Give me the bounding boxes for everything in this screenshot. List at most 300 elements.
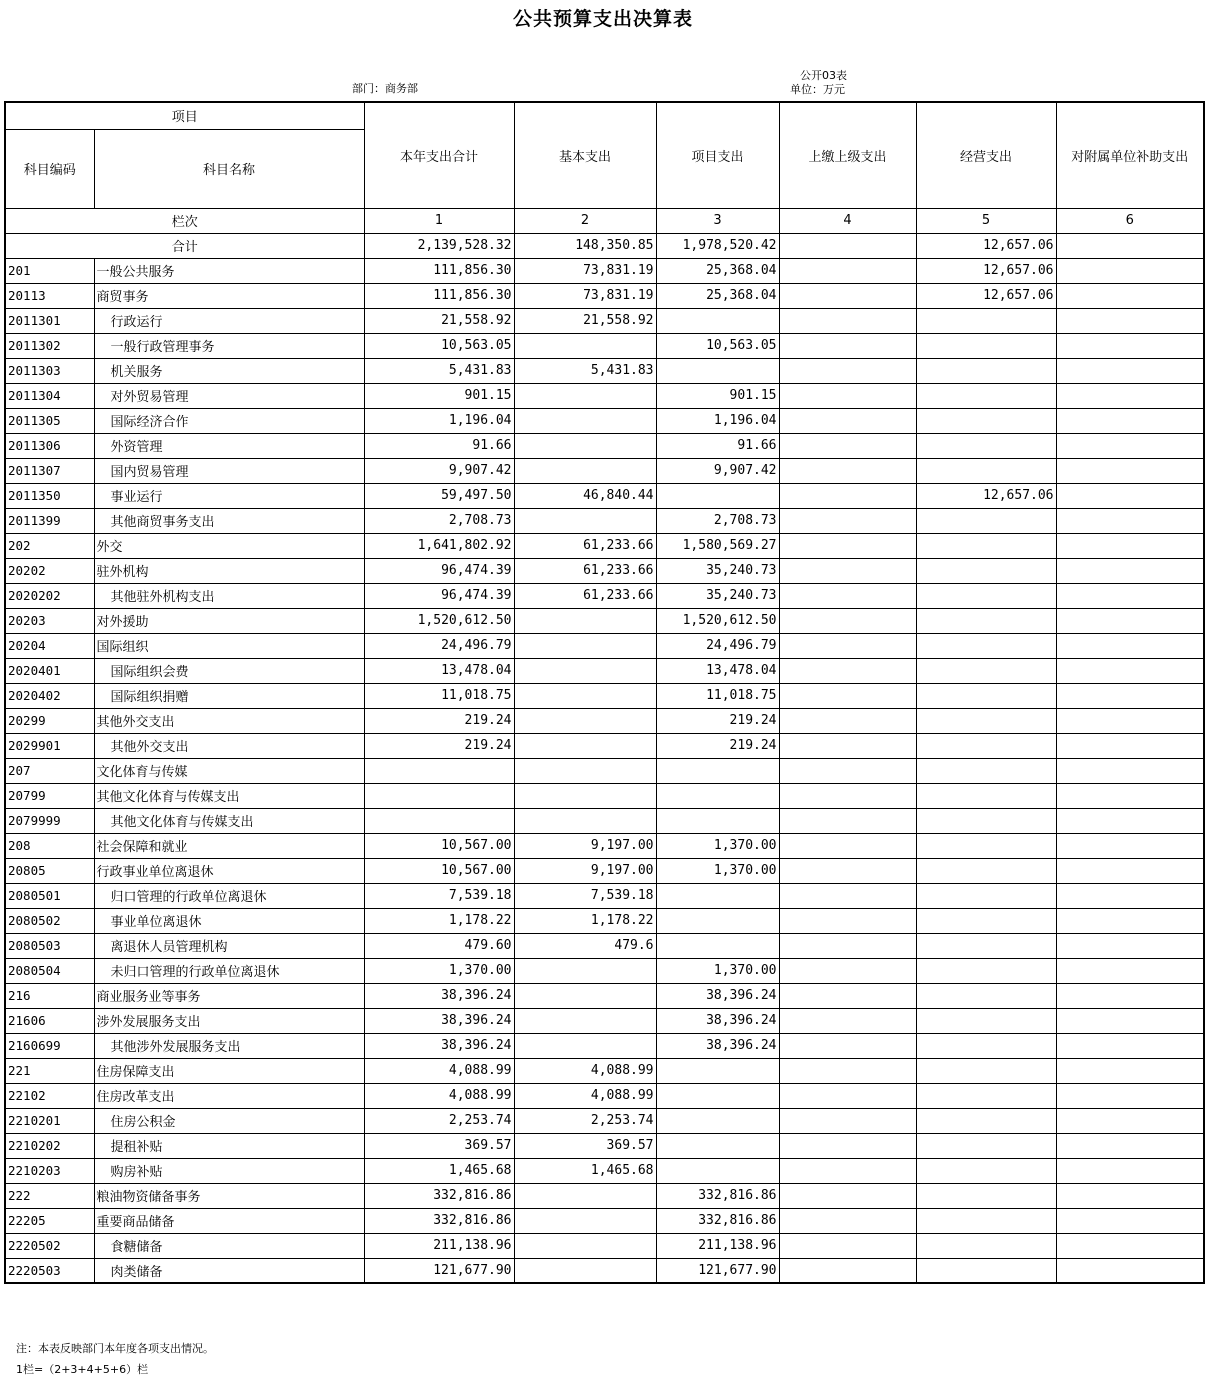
amount-cell: 219.24 — [656, 708, 779, 733]
amount-cell: 10,563.05 — [364, 333, 514, 358]
table-row — [5, 983, 1204, 1008]
subject-code: 2079999 — [5, 808, 94, 833]
amount-cell: 219.24 — [364, 708, 514, 733]
amount-cell — [916, 708, 1056, 733]
amount-cell — [916, 558, 1056, 583]
amount-cell: 91.66 — [656, 433, 779, 458]
amount-cell: 21,558.92 — [514, 308, 656, 333]
footnote: 注：本表反映部门本年度各项支出情况。 — [16, 1342, 214, 1355]
amount-cell — [656, 883, 779, 908]
amount-cell — [514, 808, 656, 833]
table-row — [5, 583, 1204, 608]
subject-code: 2020401 — [5, 658, 94, 683]
amount-cell — [1056, 783, 1204, 808]
header-project: 项目支出 — [656, 102, 779, 208]
amount-cell — [779, 1258, 916, 1283]
amount-cell: 11,018.75 — [364, 683, 514, 708]
amount-cell — [779, 483, 916, 508]
amount-cell: 25,368.04 — [656, 283, 779, 308]
amount-cell — [1056, 583, 1204, 608]
amount-cell — [779, 908, 916, 933]
amount-cell: 1,178.22 — [514, 908, 656, 933]
amount-cell — [1056, 433, 1204, 458]
subject-code: 202 — [5, 533, 94, 558]
amount-cell: 73,831.19 — [514, 258, 656, 283]
table-row — [5, 1133, 1204, 1158]
amount-cell — [514, 1208, 656, 1233]
amount-cell — [514, 708, 656, 733]
amount-cell — [1056, 533, 1204, 558]
subject-code: 2020202 — [5, 583, 94, 608]
amount-cell — [1056, 683, 1204, 708]
amount-cell — [779, 558, 916, 583]
subject-code: 208 — [5, 833, 94, 858]
amount-cell — [779, 808, 916, 833]
amount-cell: 369.57 — [514, 1133, 656, 1158]
amount-cell: 1,370.00 — [656, 858, 779, 883]
subject-code: 201 — [5, 258, 94, 283]
amount-cell — [1056, 1133, 1204, 1158]
amount-cell — [779, 858, 916, 883]
amount-cell — [1056, 983, 1204, 1008]
amount-cell — [1056, 458, 1204, 483]
amount-cell — [779, 433, 916, 458]
table-row — [5, 808, 1204, 833]
amount-cell — [1056, 358, 1204, 383]
amount-cell — [514, 608, 656, 633]
subject-name: 住房公积金 — [94, 1108, 364, 1133]
amount-cell: 13,478.04 — [364, 658, 514, 683]
subject-name: 其他涉外发展服务支出 — [94, 1033, 364, 1058]
amount-cell — [779, 458, 916, 483]
subject-name: 肉类储备 — [94, 1258, 364, 1283]
table-row — [5, 883, 1204, 908]
amount-cell — [514, 383, 656, 408]
amount-cell — [1056, 1208, 1204, 1233]
amount-cell — [779, 1158, 916, 1183]
amount-cell — [1056, 708, 1204, 733]
subject-code: 2011399 — [5, 508, 94, 533]
amount-cell: 332,816.86 — [656, 1183, 779, 1208]
amount-cell — [779, 633, 916, 658]
subject-code: 2011302 — [5, 333, 94, 358]
amount-cell — [514, 733, 656, 758]
amount-cell: 2,253.74 — [364, 1108, 514, 1133]
subject-name: 其他驻外机构支出 — [94, 583, 364, 608]
amount-cell — [916, 1108, 1056, 1133]
amount-cell: 10,567.00 — [364, 833, 514, 858]
amount-cell — [514, 958, 656, 983]
amount-cell — [779, 1208, 916, 1233]
subject-code: 222 — [5, 1183, 94, 1208]
amount-cell — [1056, 733, 1204, 758]
amount-cell — [656, 783, 779, 808]
amount-cell — [779, 283, 916, 308]
amount-cell — [364, 758, 514, 783]
table-row — [5, 508, 1204, 533]
header-business: 经营支出 — [916, 102, 1056, 208]
amount-cell — [779, 408, 916, 433]
amount-cell — [779, 258, 916, 283]
amount-cell — [916, 433, 1056, 458]
subject-code: 2011305 — [5, 408, 94, 433]
column-number: 6 — [1056, 208, 1204, 233]
amount-cell — [916, 358, 1056, 383]
header-basic: 基本支出 — [514, 102, 656, 208]
amount-cell: 211,138.96 — [656, 1233, 779, 1258]
subject-code: 207 — [5, 758, 94, 783]
table-row — [5, 608, 1204, 633]
amount-cell — [779, 533, 916, 558]
total-cell: 148,350.85 — [514, 233, 656, 258]
amount-cell: 12,657.06 — [916, 258, 1056, 283]
amount-cell: 369.57 — [364, 1133, 514, 1158]
footnote: 1栏=（2+3+4+5+6）栏 — [16, 1363, 149, 1376]
subject-name: 购房补贴 — [94, 1158, 364, 1183]
amount-cell: 38,396.24 — [656, 983, 779, 1008]
amount-cell — [779, 1183, 916, 1208]
subject-name: 归口管理的行政单位离退休 — [94, 883, 364, 908]
subject-code: 2080504 — [5, 958, 94, 983]
amount-cell — [1056, 1008, 1204, 1033]
subject-code: 20204 — [5, 633, 94, 658]
amount-cell — [916, 533, 1056, 558]
amount-cell — [514, 983, 656, 1008]
amount-cell — [779, 733, 916, 758]
total-cell: 12,657.06 — [916, 233, 1056, 258]
amount-cell — [1056, 808, 1204, 833]
subject-code: 2029901 — [5, 733, 94, 758]
subject-code: 2210201 — [5, 1108, 94, 1133]
subject-name: 重要商品储备 — [94, 1208, 364, 1233]
amount-cell — [514, 658, 656, 683]
amount-cell: 61,233.66 — [514, 583, 656, 608]
total-row — [5, 233, 1204, 258]
amount-cell — [779, 683, 916, 708]
amount-cell — [1056, 858, 1204, 883]
subject-name: 商业服务业等事务 — [94, 983, 364, 1008]
amount-cell: 1,520,612.50 — [656, 608, 779, 633]
amount-cell — [1056, 908, 1204, 933]
amount-cell: 1,370.00 — [656, 833, 779, 858]
amount-cell: 96,474.39 — [364, 558, 514, 583]
amount-cell: 2,253.74 — [514, 1108, 656, 1133]
subject-code: 2080502 — [5, 908, 94, 933]
amount-cell — [514, 333, 656, 358]
amount-cell — [916, 658, 1056, 683]
table-row — [5, 958, 1204, 983]
subject-name: 国内贸易管理 — [94, 458, 364, 483]
amount-cell — [514, 1233, 656, 1258]
amount-cell: 1,196.04 — [364, 408, 514, 433]
amount-cell: 12,657.06 — [916, 283, 1056, 308]
amount-cell — [779, 1033, 916, 1058]
header-total: 本年支出合计 — [364, 102, 514, 208]
subject-name: 文化体育与传媒 — [94, 758, 364, 783]
amount-cell — [364, 808, 514, 833]
amount-cell — [916, 1133, 1056, 1158]
amount-cell — [656, 933, 779, 958]
amount-cell — [514, 758, 656, 783]
column-number: 2 — [514, 208, 656, 233]
amount-cell: 46,840.44 — [514, 483, 656, 508]
subject-name: 住房保障支出 — [94, 1058, 364, 1083]
subject-name: 其他文化体育与传媒支出 — [94, 783, 364, 808]
subject-code: 20113 — [5, 283, 94, 308]
subject-name: 一般行政管理事务 — [94, 333, 364, 358]
amount-cell — [779, 1133, 916, 1158]
unit-label: 单位：万元 — [790, 83, 845, 96]
amount-cell: 35,240.73 — [656, 583, 779, 608]
amount-cell — [779, 933, 916, 958]
amount-cell — [916, 858, 1056, 883]
subject-code: 21606 — [5, 1008, 94, 1033]
table-row — [5, 1233, 1204, 1258]
subject-code: 20299 — [5, 708, 94, 733]
amount-cell: 901.15 — [364, 383, 514, 408]
amount-cell — [1056, 1233, 1204, 1258]
amount-cell — [656, 908, 779, 933]
total-label: 合计 — [5, 233, 364, 258]
amount-cell — [916, 1008, 1056, 1033]
amount-cell — [656, 1083, 779, 1108]
amount-cell: 219.24 — [364, 733, 514, 758]
header-name: 科目名称 — [94, 129, 364, 208]
amount-cell: 1,580,569.27 — [656, 533, 779, 558]
amount-cell: 7,539.18 — [364, 883, 514, 908]
subject-code: 2210202 — [5, 1133, 94, 1158]
amount-cell: 332,816.86 — [364, 1183, 514, 1208]
amount-cell — [1056, 1158, 1204, 1183]
table-row — [5, 1083, 1204, 1108]
amount-cell: 61,233.66 — [514, 533, 656, 558]
subject-code: 2080503 — [5, 933, 94, 958]
amount-cell: 10,563.05 — [656, 333, 779, 358]
table-row — [5, 283, 1204, 308]
amount-cell — [1056, 658, 1204, 683]
table-row — [5, 458, 1204, 483]
amount-cell — [364, 783, 514, 808]
subject-code: 2080501 — [5, 883, 94, 908]
amount-cell: 11,018.75 — [656, 683, 779, 708]
expenditure-table — [4, 101, 1205, 1284]
table-row — [5, 558, 1204, 583]
subject-name: 事业运行 — [94, 483, 364, 508]
subject-name: 机关服务 — [94, 358, 364, 383]
amount-cell — [779, 758, 916, 783]
table-row — [5, 358, 1204, 383]
amount-cell: 4,088.99 — [364, 1058, 514, 1083]
column-label: 栏次 — [5, 208, 364, 233]
amount-cell: 73,831.19 — [514, 283, 656, 308]
total-cell — [1056, 233, 1204, 258]
amount-cell: 9,197.00 — [514, 833, 656, 858]
amount-cell — [779, 708, 916, 733]
subject-code: 2011301 — [5, 308, 94, 333]
amount-cell: 59,497.50 — [364, 483, 514, 508]
amount-cell — [779, 1108, 916, 1133]
amount-cell — [779, 333, 916, 358]
amount-cell — [1056, 633, 1204, 658]
table-row — [5, 858, 1204, 883]
amount-cell: 1,465.68 — [364, 1158, 514, 1183]
amount-cell — [916, 908, 1056, 933]
amount-cell — [514, 1183, 656, 1208]
amount-cell — [916, 633, 1056, 658]
table-row — [5, 758, 1204, 783]
amount-cell — [916, 758, 1056, 783]
column-number: 3 — [656, 208, 779, 233]
amount-cell — [656, 308, 779, 333]
table-row — [5, 1058, 1204, 1083]
amount-cell: 2,708.73 — [656, 508, 779, 533]
amount-cell — [916, 783, 1056, 808]
amount-cell — [656, 1108, 779, 1133]
amount-cell: 2,708.73 — [364, 508, 514, 533]
amount-cell — [779, 608, 916, 633]
subject-name: 行政运行 — [94, 308, 364, 333]
amount-cell — [1056, 258, 1204, 283]
amount-cell — [1056, 1058, 1204, 1083]
subject-name: 国际组织会费 — [94, 658, 364, 683]
amount-cell — [779, 783, 916, 808]
amount-cell — [1056, 558, 1204, 583]
amount-cell — [1056, 508, 1204, 533]
subject-code: 2011350 — [5, 483, 94, 508]
subject-code: 216 — [5, 983, 94, 1008]
amount-cell — [916, 308, 1056, 333]
amount-cell — [1056, 408, 1204, 433]
amount-cell — [916, 1208, 1056, 1233]
amount-cell — [779, 1058, 916, 1083]
amount-cell: 9,907.42 — [364, 458, 514, 483]
amount-cell: 38,396.24 — [364, 1033, 514, 1058]
amount-cell: 24,496.79 — [364, 633, 514, 658]
amount-cell — [916, 508, 1056, 533]
amount-cell: 332,816.86 — [656, 1208, 779, 1233]
amount-cell: 5,431.83 — [364, 358, 514, 383]
table-row — [5, 483, 1204, 508]
subject-code: 2220503 — [5, 1258, 94, 1283]
subject-code: 22205 — [5, 1208, 94, 1233]
table-row — [5, 708, 1204, 733]
amount-cell: 111,856.30 — [364, 283, 514, 308]
form-number: 公开03表 — [800, 69, 847, 82]
amount-cell — [916, 583, 1056, 608]
table-row — [5, 833, 1204, 858]
amount-cell — [1056, 333, 1204, 358]
amount-cell: 25,368.04 — [656, 258, 779, 283]
amount-cell — [916, 608, 1056, 633]
amount-cell: 13,478.04 — [656, 658, 779, 683]
total-cell — [779, 233, 916, 258]
amount-cell: 1,178.22 — [364, 908, 514, 933]
column-number: 4 — [779, 208, 916, 233]
subject-name: 驻外机构 — [94, 558, 364, 583]
amount-cell — [779, 883, 916, 908]
amount-cell: 211,138.96 — [364, 1233, 514, 1258]
amount-cell: 1,641,802.92 — [364, 533, 514, 558]
amount-cell — [779, 308, 916, 333]
subject-name: 提租补贴 — [94, 1133, 364, 1158]
subject-name: 国际组织捐赠 — [94, 683, 364, 708]
column-number: 5 — [916, 208, 1056, 233]
subject-code: 2160699 — [5, 1033, 94, 1058]
table-row — [5, 658, 1204, 683]
amount-cell: 5,431.83 — [514, 358, 656, 383]
table-row — [5, 633, 1204, 658]
amount-cell: 4,088.99 — [364, 1083, 514, 1108]
page-title: 公共预算支出决算表 — [512, 8, 693, 30]
subject-name: 其他外交支出 — [94, 733, 364, 758]
amount-cell: 1,370.00 — [656, 958, 779, 983]
amount-cell — [1056, 383, 1204, 408]
subject-name: 未归口管理的行政单位离退休 — [94, 958, 364, 983]
header-subsidy: 对附属单位补助支出 — [1056, 102, 1204, 208]
table-row — [5, 1033, 1204, 1058]
table-row — [5, 683, 1204, 708]
amount-cell: 111,856.30 — [364, 258, 514, 283]
amount-cell — [916, 1033, 1056, 1058]
amount-cell — [916, 408, 1056, 433]
subject-code: 221 — [5, 1058, 94, 1083]
amount-cell — [514, 1008, 656, 1033]
amount-cell — [514, 1258, 656, 1283]
amount-cell — [916, 1058, 1056, 1083]
amount-cell — [779, 1083, 916, 1108]
amount-cell — [779, 958, 916, 983]
table-row — [5, 333, 1204, 358]
subject-code: 20202 — [5, 558, 94, 583]
amount-cell — [1056, 833, 1204, 858]
amount-cell — [916, 683, 1056, 708]
amount-cell: 21,558.92 — [364, 308, 514, 333]
amount-cell — [779, 583, 916, 608]
amount-cell — [1056, 483, 1204, 508]
table-row — [5, 1108, 1204, 1133]
amount-cell — [514, 633, 656, 658]
subject-code: 2011304 — [5, 383, 94, 408]
department-label: 部门：商务部 — [352, 82, 418, 95]
subject-code: 20203 — [5, 608, 94, 633]
table-row — [5, 1158, 1204, 1183]
table-row — [5, 533, 1204, 558]
amount-cell — [656, 1133, 779, 1158]
table-row — [5, 1258, 1204, 1283]
amount-cell: 91.66 — [364, 433, 514, 458]
amount-cell: 479.60 — [364, 933, 514, 958]
subject-name: 国际组织 — [94, 633, 364, 658]
amount-cell — [514, 433, 656, 458]
subject-name: 事业单位离退休 — [94, 908, 364, 933]
amount-cell — [916, 733, 1056, 758]
table-row — [5, 1183, 1204, 1208]
amount-cell — [1056, 1258, 1204, 1283]
amount-cell — [916, 333, 1056, 358]
amount-cell — [779, 658, 916, 683]
amount-cell — [916, 1158, 1056, 1183]
amount-cell — [779, 383, 916, 408]
subject-name: 行政事业单位离退休 — [94, 858, 364, 883]
subject-code: 2011306 — [5, 433, 94, 458]
subject-code: 2011303 — [5, 358, 94, 383]
amount-cell — [1056, 1183, 1204, 1208]
amount-cell — [779, 1233, 916, 1258]
amount-cell — [916, 383, 1056, 408]
header-item: 项目 — [5, 102, 364, 129]
amount-cell: 1,370.00 — [364, 958, 514, 983]
amount-cell — [779, 358, 916, 383]
